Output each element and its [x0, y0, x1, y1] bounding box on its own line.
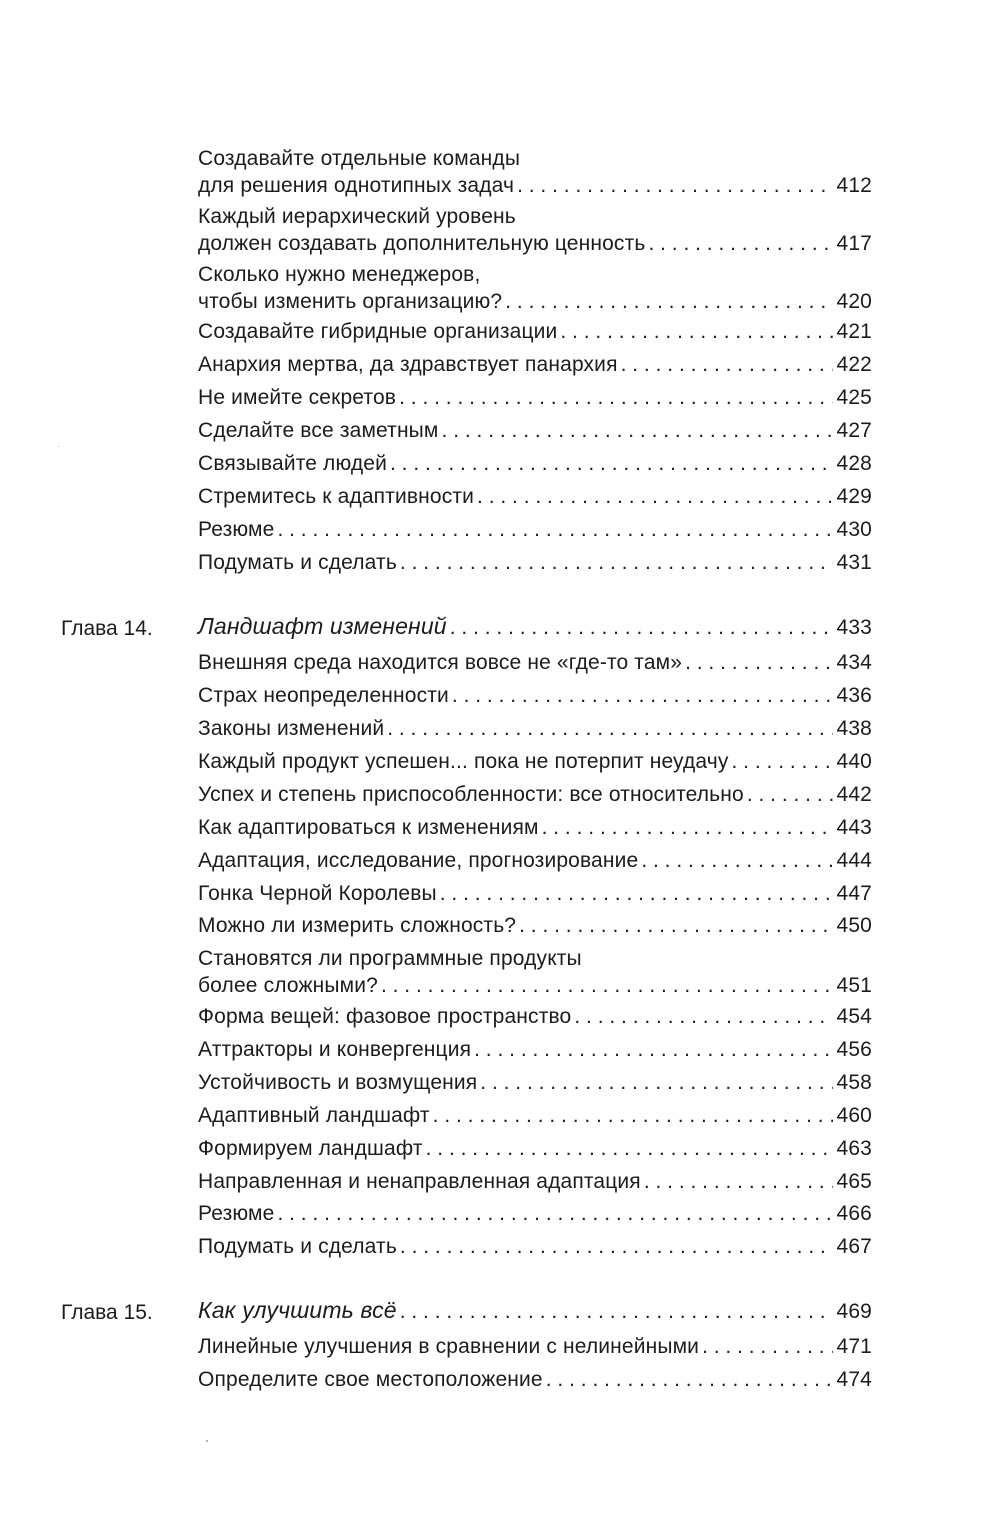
toc-entry — [198, 1168, 872, 1195]
toc-entry — [198, 1135, 872, 1162]
entry-title: для решения однотипных задач — [198, 174, 515, 197]
page-number: 430 — [836, 518, 872, 541]
page-number: 412 — [836, 174, 872, 197]
entry-title: Не имейте секретов — [198, 386, 397, 409]
toc-entry — [198, 1333, 872, 1360]
chapter-number: Глава 15. — [61, 1301, 153, 1324]
entry-last-line — [198, 1168, 872, 1195]
page-number: 443 — [836, 816, 872, 839]
entry-last-line — [198, 288, 872, 315]
page-number: 450 — [836, 914, 872, 937]
page-number: 425 — [836, 386, 872, 409]
toc-entry — [198, 1102, 872, 1129]
entry-title: Как адаптироваться к изменениям — [198, 816, 539, 839]
dot-leader — [644, 1168, 833, 1195]
page-number: 428 — [836, 452, 872, 475]
dot-leader — [648, 230, 832, 257]
entry-last-line — [198, 649, 872, 676]
dot-leader — [399, 384, 832, 411]
toc-entry — [198, 781, 872, 808]
page-number: 434 — [836, 651, 872, 674]
entry-last-line — [198, 1135, 872, 1162]
toc-entry — [198, 715, 872, 742]
entry-title: Анархия мертва, да здравствует панархия — [198, 353, 618, 376]
entry-last-line — [198, 351, 872, 378]
entry-last-line — [198, 972, 872, 999]
entry-last-line — [198, 230, 872, 257]
dot-leader — [542, 814, 833, 841]
toc-entry — [198, 847, 872, 874]
toc-entry — [198, 417, 872, 444]
dot-leader — [400, 549, 833, 576]
toc-entry — [198, 1069, 872, 1096]
entry-last-line — [198, 318, 872, 345]
entry-last-line — [198, 516, 872, 543]
dot-leader — [477, 483, 832, 510]
chapter-title: Как улучшить всё — [198, 1297, 397, 1323]
entry-last-line — [198, 450, 872, 477]
entry-last-line — [198, 613, 872, 641]
page-number: 454 — [836, 1005, 872, 1028]
dot-leader — [387, 715, 832, 742]
dot-leader — [747, 781, 833, 808]
entry-title: Страх неопределенности — [198, 684, 449, 707]
dot-leader — [400, 1233, 833, 1260]
page-number: 456 — [836, 1038, 872, 1061]
entry-last-line — [198, 781, 872, 808]
page-number: 463 — [836, 1137, 872, 1160]
dot-leader — [546, 1366, 833, 1393]
dot-leader — [450, 614, 833, 641]
page-number: 474 — [836, 1368, 872, 1391]
page-number: 466 — [836, 1202, 872, 1225]
entry-title: Устойчивость и возмущения — [198, 1071, 478, 1094]
page-number: 440 — [836, 750, 872, 773]
dot-leader — [732, 748, 833, 775]
dot-leader — [641, 847, 832, 874]
toc-entry — [198, 814, 872, 841]
toc-entry — [198, 1003, 872, 1030]
entry-title: Создавайте гибридные организации — [198, 320, 558, 343]
entry-title: Связывайте людей — [198, 452, 388, 475]
toc-entry — [198, 1036, 872, 1063]
dot-leader — [519, 912, 832, 939]
entry-title: чтобы изменить организацию? — [198, 290, 503, 313]
dot-leader — [433, 1102, 833, 1129]
entry-title: Определите свое местоположение — [198, 1368, 543, 1391]
page-number: 431 — [836, 551, 872, 574]
toc-entry — [198, 483, 872, 510]
entry-title: Адаптация, исследование, прогнозирование — [198, 849, 639, 872]
entry-last-line — [198, 912, 872, 939]
entry-last-line — [198, 847, 872, 874]
toc-entry — [198, 880, 872, 907]
entry-title: должен создавать дополнительную ценность — [198, 232, 646, 255]
page-number: 433 — [836, 616, 872, 639]
page-number: 438 — [836, 717, 872, 740]
toc-entry — [198, 682, 872, 709]
toc-entry — [198, 1200, 872, 1227]
page-number: 442 — [836, 783, 872, 806]
toc-entry — [198, 549, 872, 576]
chapter-title: Ландшафт изменений — [198, 613, 447, 639]
page-number: 467 — [836, 1235, 872, 1258]
dot-leader — [440, 880, 833, 907]
dot-leader — [480, 1069, 832, 1096]
entry-title: Подумать и сделать — [198, 1235, 397, 1258]
chapter-heading — [198, 613, 872, 641]
entry-last-line — [198, 1233, 872, 1260]
entry-last-line — [198, 1036, 872, 1063]
page-number: 436 — [836, 684, 872, 707]
entry-last-line — [198, 1200, 872, 1227]
toc-entry — [198, 1366, 872, 1393]
entry-last-line — [198, 880, 872, 907]
page-number: 427 — [836, 419, 872, 442]
entry-last-line — [198, 1003, 872, 1030]
dot-leader — [452, 682, 833, 709]
dot-leader — [381, 972, 833, 999]
entry-title: Подумать и сделать — [198, 551, 397, 574]
dot-leader — [400, 1298, 833, 1325]
entry-last-line — [198, 483, 872, 510]
page-number: 420 — [836, 290, 872, 313]
toc-entry — [198, 450, 872, 477]
paper-speck — [58, 446, 59, 447]
entry-title: более сложными? — [198, 974, 378, 997]
page-number: 422 — [836, 353, 872, 376]
entry-title-line: Сколько нужно менеджеров, — [198, 263, 481, 286]
toc-entry — [198, 748, 872, 775]
page-number: 451 — [836, 974, 872, 997]
entry-last-line — [198, 417, 872, 444]
page-number: 444 — [836, 849, 872, 872]
toc-entry — [198, 203, 872, 257]
entry-title: Гонка Черной Королевы — [198, 882, 437, 905]
entry-title: Форма вещей: фазовое пространство — [198, 1005, 572, 1028]
toc-entry — [198, 1233, 872, 1260]
entry-title-line: Создавайте отдельные команды — [198, 147, 521, 170]
dot-leader — [517, 172, 832, 199]
dot-leader — [442, 417, 833, 444]
entry-last-line — [198, 1333, 872, 1360]
page-number: 460 — [836, 1104, 872, 1127]
entry-last-line — [198, 172, 872, 199]
entry-title: Сделайте все заметным — [198, 419, 439, 442]
paper-speck — [206, 1440, 208, 1442]
dot-leader — [426, 1135, 833, 1162]
page-number: 458 — [836, 1071, 872, 1094]
page-number: 465 — [836, 1170, 872, 1193]
toc-entry — [198, 351, 872, 378]
entry-last-line — [198, 715, 872, 742]
entry-last-line — [198, 384, 872, 411]
entry-last-line — [198, 549, 872, 576]
page-number: 421 — [836, 320, 872, 343]
entry-title-line: Становятся ли программные продукты — [198, 947, 582, 970]
toc-entry — [198, 145, 872, 199]
entry-title: Можно ли измерить сложность? — [198, 914, 517, 937]
dot-leader — [574, 1003, 832, 1030]
entry-title: Линейные улучшения в сравнении с нелинейными — [198, 1335, 700, 1358]
chapter-number: Глава 14. — [61, 617, 153, 640]
dot-leader — [685, 649, 832, 676]
toc-entry — [198, 318, 872, 345]
chapter-heading — [198, 1297, 872, 1325]
page-number: 447 — [836, 882, 872, 905]
entry-last-line — [198, 1366, 872, 1393]
entry-title: Аттракторы и конвергенция — [198, 1038, 472, 1061]
toc-entry — [198, 384, 872, 411]
dot-leader — [390, 450, 832, 477]
entry-last-line — [198, 1102, 872, 1129]
entry-title: Внешняя среда находится вовсе не «где-то там» — [198, 651, 683, 674]
entry-title: Законы изменений — [198, 717, 385, 740]
dot-leader — [277, 516, 832, 543]
dot-leader — [621, 351, 833, 378]
dot-leader — [277, 1200, 832, 1227]
entry-last-line — [198, 748, 872, 775]
toc-entry — [198, 516, 872, 543]
entry-last-line — [198, 1297, 872, 1325]
dot-leader — [474, 1036, 832, 1063]
page-number: 417 — [836, 232, 872, 255]
dot-leader — [505, 288, 832, 315]
entry-last-line — [198, 682, 872, 709]
toc-entry — [198, 261, 872, 315]
entry-title: Адаптивный ландшафт — [198, 1104, 430, 1127]
toc-entry — [198, 649, 872, 676]
toc-entry — [198, 912, 872, 939]
entry-title: Направленная и ненаправленная адаптация — [198, 1170, 641, 1193]
entry-title: Формируем ландшафт — [198, 1137, 423, 1160]
entry-title: Резюме — [198, 1202, 275, 1225]
entry-title: Стремитесь к адаптивности — [198, 485, 475, 508]
page-number: 429 — [836, 485, 872, 508]
dot-leader — [702, 1333, 832, 1360]
entry-title: Резюме — [198, 518, 275, 541]
entry-last-line — [198, 1069, 872, 1096]
entry-title: Каждый продукт успешен... пока не потерпит неудачу — [198, 750, 729, 773]
page-number: 471 — [836, 1335, 872, 1358]
page-number: 469 — [836, 1300, 872, 1323]
entry-last-line — [198, 814, 872, 841]
toc-entry — [198, 945, 872, 999]
entry-title: Успех и степень приспособленности: все относительно — [198, 783, 744, 806]
entry-title-line: Каждый иерархический уровень — [198, 205, 516, 228]
dot-leader — [560, 318, 832, 345]
